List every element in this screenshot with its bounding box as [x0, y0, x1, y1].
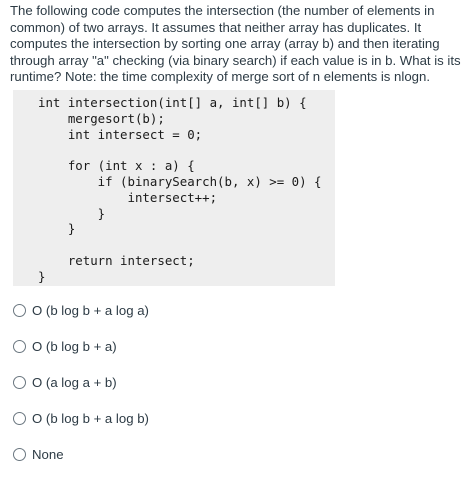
radio-button[interactable] [13, 376, 26, 389]
radio-button[interactable] [13, 448, 26, 461]
answer-option-2[interactable] [13, 336, 453, 356]
radio-button[interactable] [13, 304, 26, 317]
code-line: } [38, 221, 76, 237]
code-line: } [38, 205, 106, 221]
question-text: The following code computes the intersection (the number of elements in common) of two arrays. It assumes that neither array has duplicates. It computes the intersection by sorting one array (array b) and then iterating through array "a" checking (via binary search) if each value is in b. What is its runtime? Note: the time complexity of merge sort of n elements is nlogn. [10, 3, 461, 84]
answer-option-label: O (b log b + a) [32, 338, 117, 354]
answer-option-label: O (a log a + b) [32, 374, 117, 390]
radio-button[interactable] [13, 340, 26, 353]
code-line: int intersection(int[] a, int[] b) { [38, 95, 307, 110]
answer-option-5[interactable] [13, 444, 453, 464]
answer-option-3[interactable] [13, 372, 453, 392]
code-line [38, 237, 335, 253]
code-line: int intersect = 0; [38, 126, 203, 142]
code-line: intersect++; [38, 189, 218, 205]
answer-option-4[interactable] [13, 408, 453, 428]
code-line: if (binarySearch(b, x) >= 0) { [38, 173, 322, 189]
code-line: mergesort(b); [38, 110, 165, 126]
code-line: return intersect; [38, 252, 195, 268]
code-line: } [38, 268, 46, 284]
answer-option-label: None [32, 446, 64, 462]
code-line: for (int x : a) { [38, 158, 195, 174]
answer-option-label: O (b log b + a log b) [32, 410, 149, 426]
answer-option-label: O (b log b + a log a) [32, 302, 149, 318]
answer-options [13, 300, 453, 480]
answer-option-1[interactable] [13, 300, 453, 320]
radio-button[interactable] [13, 412, 26, 425]
code-snippet [13, 90, 335, 286]
code-line [38, 142, 335, 158]
